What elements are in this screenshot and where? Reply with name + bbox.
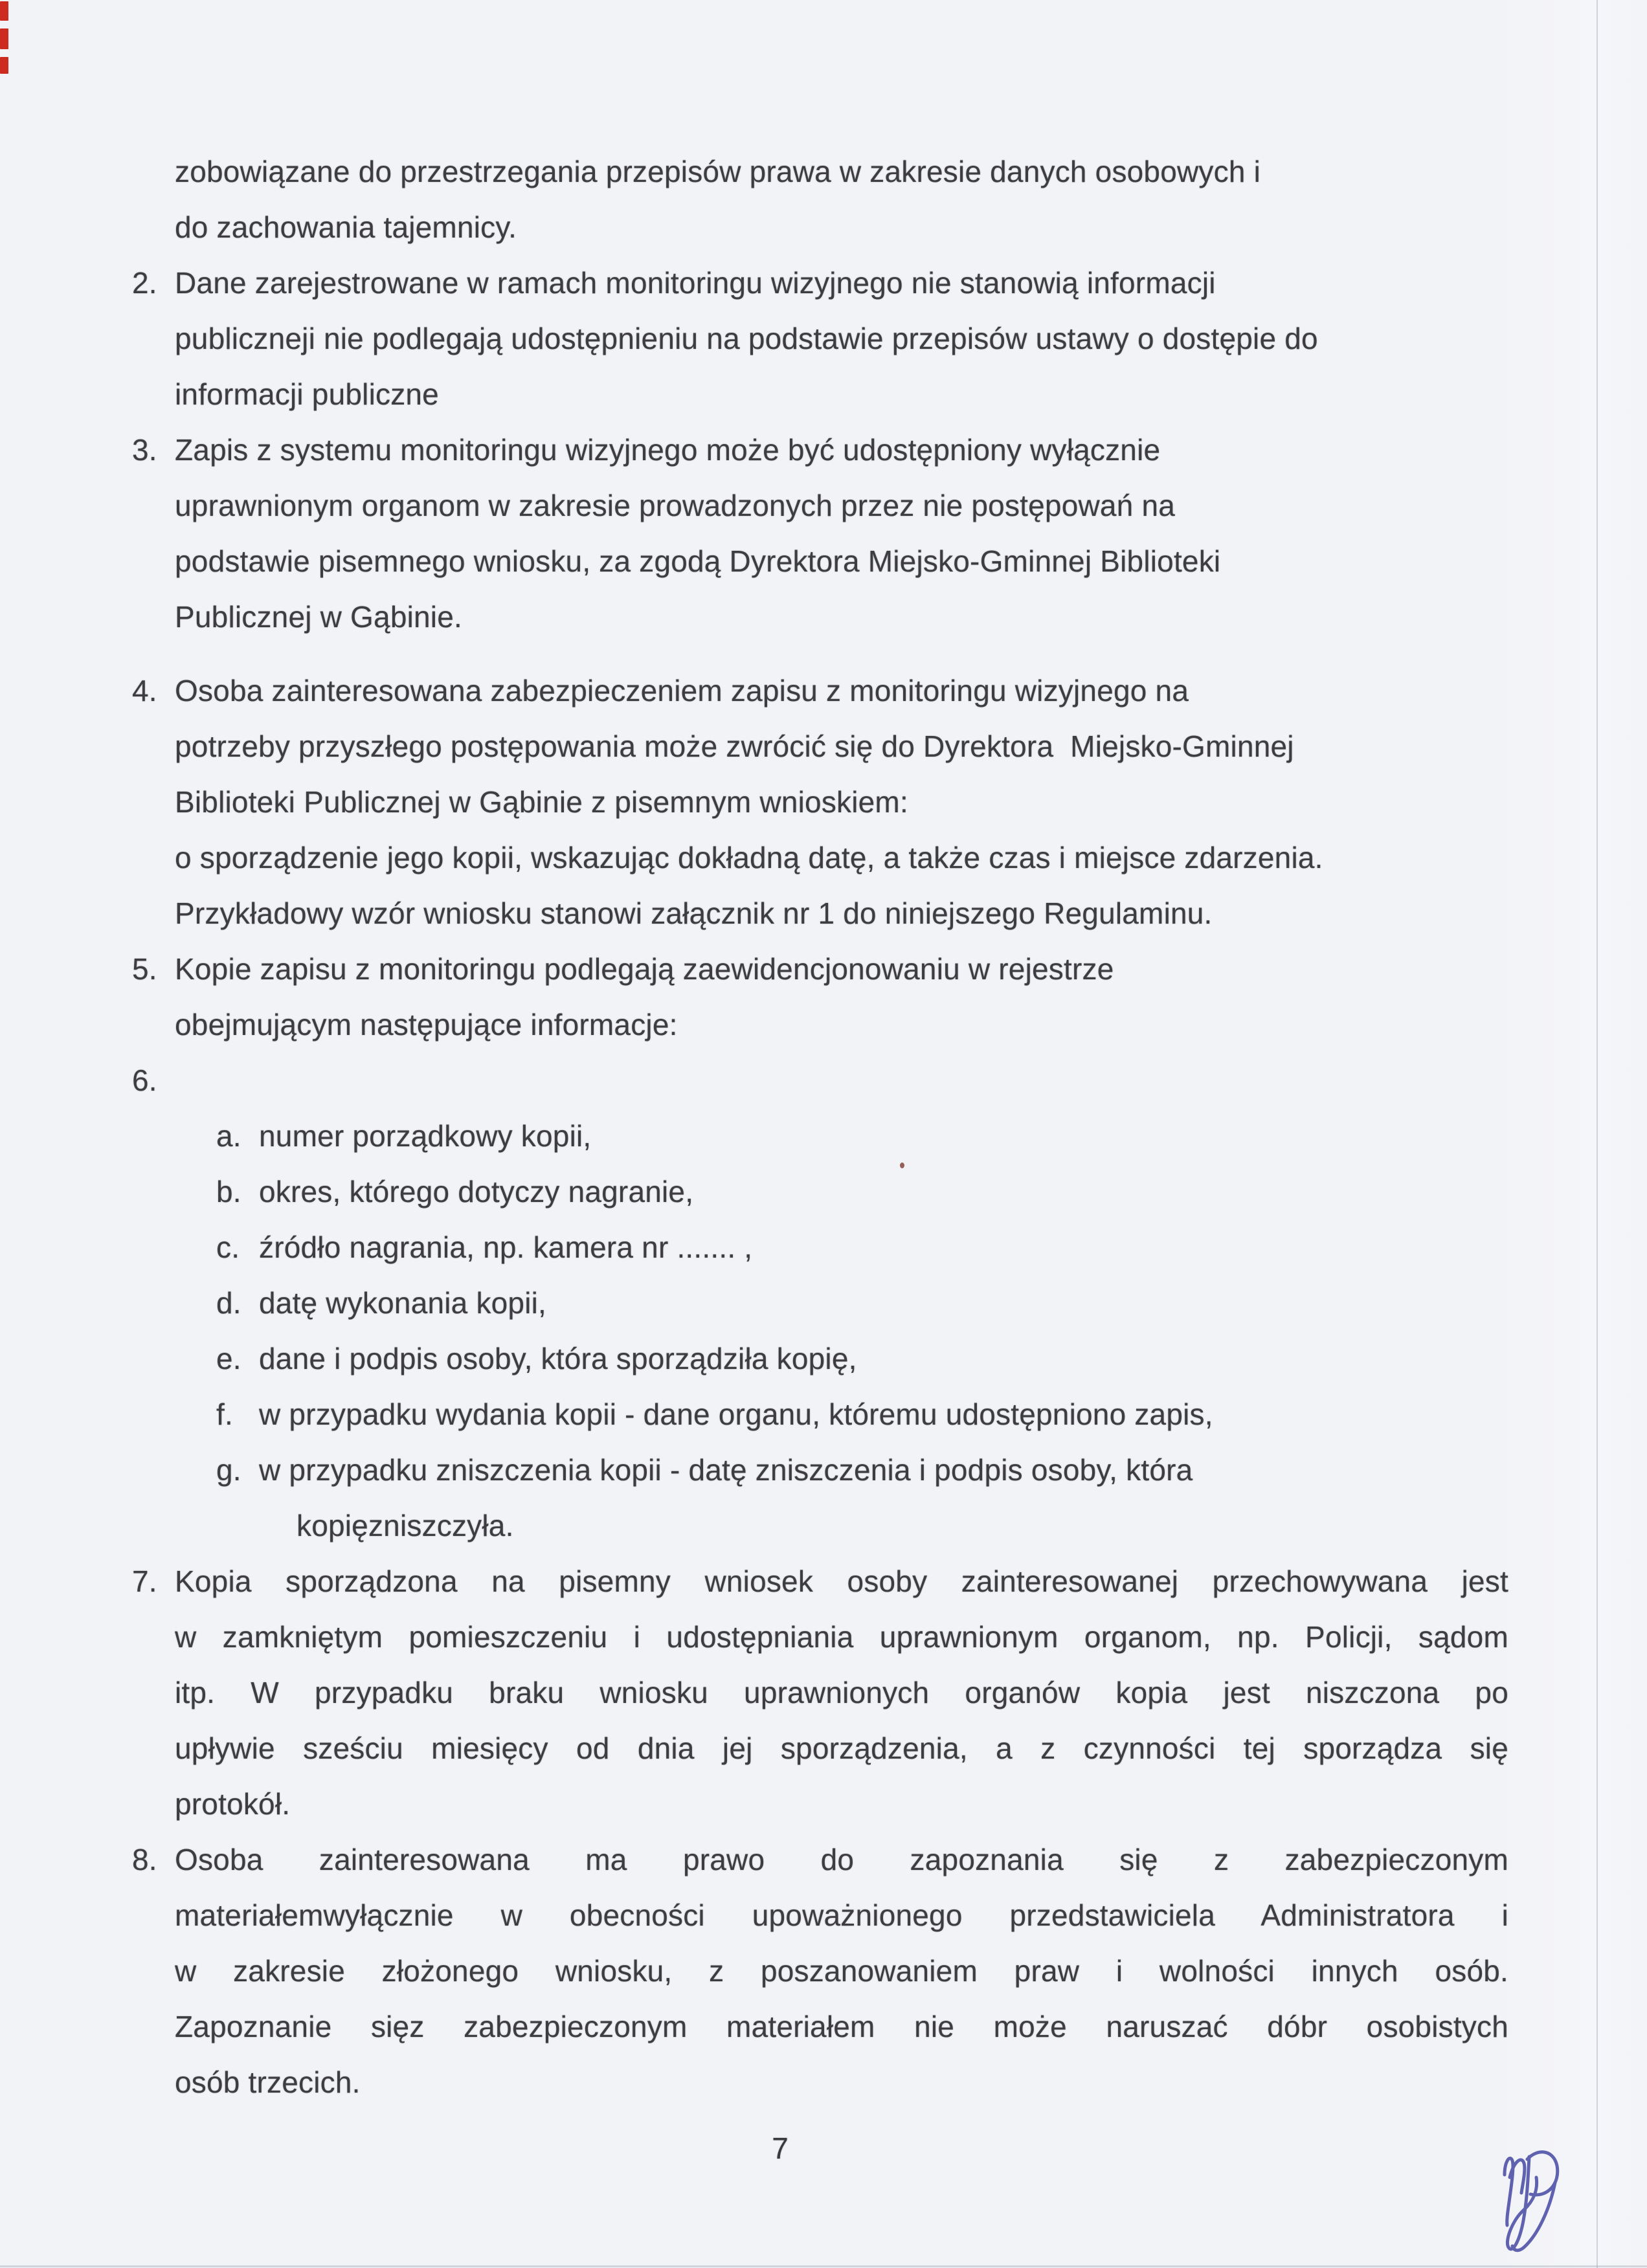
list-marker: 2. [132,266,157,300]
paragraph-block [132,1052,1508,1108]
list-marker: d. [216,1286,241,1320]
text-line: Osoba zainteresowana ma prawo do zapoznania się z zabezpieczonym [175,1843,1508,1876]
text-line: w przypadku wydania kopii - dane organu, któremu udostępniono zapis, [259,1397,1213,1431]
paragraph-block [132,1832,1508,2110]
text-line: zobowiązane do przestrzegania przepisów prawa w zakresie danych osobowych i [175,155,1260,188]
text-line: kopięzniszczyła. [297,1509,514,1542]
list-marker: g. [216,1453,241,1487]
text-line: Zapoznanie sięz zabezpieczonym materiałem nie może naruszać dóbr osobistych [175,2010,1508,2043]
list-marker: a. [216,1119,241,1153]
paragraph-block [132,144,1508,255]
text-line: obejmującym następujące informacje: [175,1008,678,1041]
paragraph-block [132,255,1508,422]
left-edge-red-dash [0,1,8,21]
left-edge-red-dash [0,57,8,74]
paragraph-block [132,1108,1508,1164]
text-line: Zapis z systemu monitoringu wizyjnego może być udostępniony wyłącznie [175,433,1161,467]
list-marker: 8. [132,1843,157,1876]
text-line: w zamkniętym pomieszczeniu i udostępniania uprawnionym organom, np. Policji, sądom [175,1620,1508,1654]
left-edge-red-dash [0,28,8,49]
text-line: do zachowania tajemnicy. [175,210,517,244]
paragraph-block [132,422,1508,645]
paragraph-block [132,1275,1508,1331]
list-marker: c. [216,1230,240,1264]
list-marker: 3. [132,433,157,467]
text-line: Osoba zainteresowana zabezpieczeniem zapisu z monitoringu wizyjnego na [175,674,1189,707]
text-line: o sporządzenie jego kopii, wskazując dokładną datę, a także czas i miejsce zdarzenia. [175,841,1323,874]
text-line: protokół. [175,1787,291,1821]
text-line: upływie sześciu miesięcy od dnia jej sporządzenia, a z czynności tej sporządza się [175,1731,1508,1765]
document-body [132,144,1508,2110]
list-marker: b. [216,1175,241,1208]
paragraph-block [132,1219,1508,1275]
paragraph-block [132,1164,1508,1219]
text-line: itp. W przypadku braku wniosku uprawnionych organów kopia jest niszczona po [175,1676,1508,1709]
page-number: 7 [772,2131,789,2165]
list-marker: f. [216,1397,233,1431]
text-line: źródło nagrania, np. kamera nr ....... , [259,1230,753,1264]
text-line: informacji publiczne [175,377,439,411]
text-line: Kopia sporządzona na pisemny wniosek osoby zainteresowanej przechowywana jest [175,1564,1508,1598]
text-line: okres, którego dotyczy nagranie, [259,1175,694,1208]
text-line: osób trzecich. [175,2065,361,2099]
text-line: Przykładowy wzór wniosku stanowi załącznik nr 1 do niniejszego Regulaminu. [175,896,1213,930]
text-line: Biblioteki Publicznej w Gąbinie z pisemnym wnioskiem: [175,785,908,819]
text-line: numer porządkowy kopii, [259,1119,592,1153]
paragraph-block [132,1386,1508,1442]
text-line: Kopie zapisu z monitoringu podlegają zaewidencjonowaniu w rejestrze [175,952,1114,986]
text-line: datę wykonania kopii, [259,1286,547,1320]
list-marker: 5. [132,952,157,986]
text-line: potrzeby przyszłego postępowania może zwrócić się do Dyrektora Miejsko-Gminnej [175,729,1294,763]
text-line: uprawnionym organom w zakresie prowadzonych przez nie postępowań na [175,489,1176,522]
paragraph-block [132,663,1508,941]
text-line: podstawie pisemnego wniosku, za zgodą Dyrektora Miejsko-Gminnej Biblioteki [175,544,1221,578]
text-line: w zakresie złożonego wniosku, z poszanowaniem praw i wolności innych osób. [175,1954,1508,1988]
paragraph-block [132,1553,1508,1832]
text-line: materiałemwyłącznie w obecności upoważnionego przedstawiciela Administratora i [175,1898,1508,1932]
list-marker: 4. [132,674,157,707]
scan-bottom-shadow [0,2265,1647,2267]
text-line: Dane zarejestrowane w ramach monitoringu wizyjnego nie stanowią informacji [175,266,1216,300]
scan-edge-line [1597,0,1598,2268]
paragraph-block [132,1442,1508,1553]
text-line: Publicznej w Gąbinie. [175,600,462,634]
signature-initials-icon [1490,2137,1568,2260]
list-marker: 7. [132,1564,157,1598]
text-line: publiczneji nie podlegają udostępnieniu na podstawie przepisów ustawy o dostępie do [175,322,1318,355]
list-marker: 6. [132,1063,157,1097]
text-line: dane i podpis osoby, która sporządziła kopię, [259,1342,857,1375]
paragraph-block [132,941,1508,1052]
paragraph-block [132,1331,1508,1386]
text-line: w przypadku zniszczenia kopii - datę zniszczenia i podpis osoby, która [259,1453,1193,1487]
list-marker: e. [216,1342,241,1375]
